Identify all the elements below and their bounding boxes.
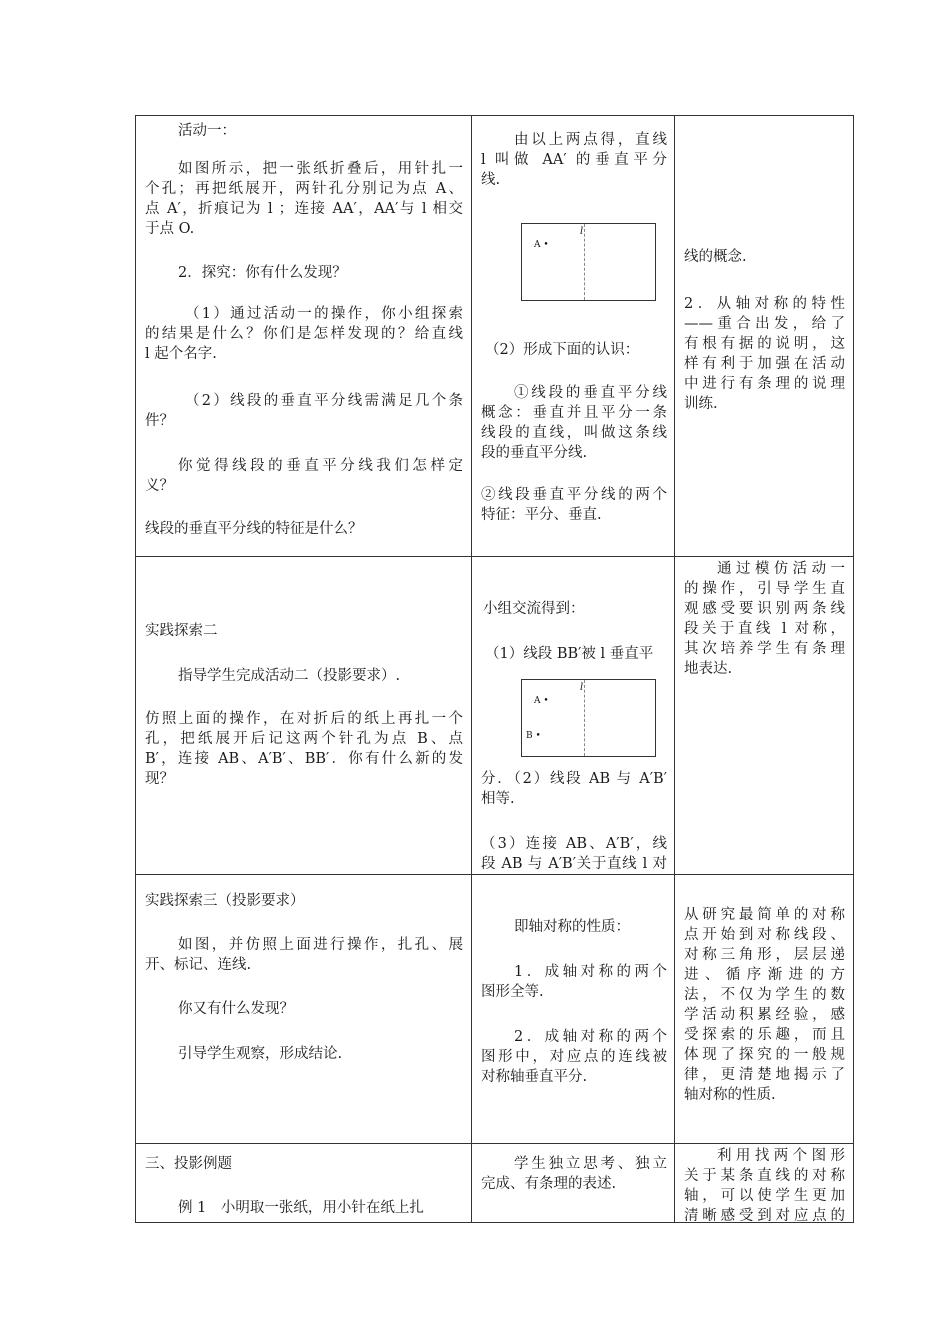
- guide-conclusion: 引导学生观察，形成结论.: [178, 1046, 343, 1062]
- question-2: （2）线段的垂直平分线需满足几个条 件？: [145, 393, 463, 429]
- explore-heading: 2．探究：你有什么发现？: [178, 265, 347, 281]
- section-title-examples: 三、投影例题: [145, 1156, 232, 1172]
- fold-line-label: l: [580, 682, 584, 693]
- question-3: 你觉得线段的垂直平分线我们怎样定 义？: [145, 458, 463, 494]
- row-divider-3: [135, 1143, 854, 1144]
- concept-text: 线的概念.: [684, 249, 747, 265]
- teaching-note: 通过模仿活动一 的操作，引导学生直 观感受要识别两条线 段关于直线 l 对称， 其次培养学生有条理 地表达.: [684, 561, 845, 677]
- point-a-label: A •: [534, 240, 549, 250]
- form-heading: （2）形成下面的认识：: [485, 342, 640, 358]
- table-border-top: [135, 115, 854, 116]
- student-activity: 学生独立思考、独立 完成、有条理的表述.: [481, 1156, 667, 1192]
- intro-text: 由以上两点得，直线 l 叫做 AA′ 的垂直平分 线.: [481, 132, 667, 188]
- section-title-practice-3: 实践探索三（投影要求）: [145, 893, 305, 909]
- practice-3-description: 如图，并仿照上面进行操作，扎孔、展 开、标记、连线.: [145, 937, 463, 973]
- activity-title: 活动一：: [178, 123, 236, 139]
- question-4: 线段的垂直平分线的特征是什么？: [145, 521, 363, 537]
- question-1: （1）通过活动一的操作，你小组探索 的结果是什么？你们是怎样发现的？给直线 l 起个名字.: [145, 306, 463, 362]
- fold-paper-figure-2: [521, 679, 656, 757]
- teaching-note: 利用找两个图形 关于某条直线的对称 轴，可以使学生更加 清晰感受到对应点的: [684, 1148, 845, 1224]
- practice-2-description: 仿照上面的操作，在对折后的纸上再扎一个 孔，把纸展开后记这两个针孔为点 B、点 B′，连接 AB、A′B′、BB′．你有什么新的发 现？: [145, 711, 463, 787]
- point-a-label: A •: [534, 696, 549, 706]
- group-result-heading: 小组交流得到：: [483, 601, 585, 617]
- result-3: （3）连接 AB、A′B′，线 段 AB 与 A′B′关于直线 l 对: [481, 836, 667, 872]
- column-divider-2: [674, 115, 675, 1223]
- feature-text: ②线段垂直平分线的两个 特征：平分、垂直.: [481, 487, 667, 523]
- activity-description: 如图所示，把一张纸折叠后，用针扎一 个孔；再把纸展开，两针孔分别记为点 A、 点 A′，折痕记为 l ；连接 AA′，AA′与 l 相交 于点 O.: [145, 161, 463, 237]
- fold-paper-figure-1: [521, 223, 656, 301]
- teaching-note: 2．从轴对称的特性 ——重合出发，给了 有根有据的说明，这 样有利于加强在活动 中进行有条理的说理 训练.: [684, 296, 845, 412]
- row-divider-1: [135, 556, 854, 557]
- teaching-note: 从研究最简单的对称 点开始到对称线段、 对称三角形，层层递 进、循序渐进的方 法，不仅为学生的数 学活动积累经验，感 受探索的乐趣，而且 体现了探究的一般规 律，更清楚地揭示了 轴对称的性质.: [684, 907, 845, 1103]
- definition-text: ①线段的垂直平分线 概念：垂直并且平分一条 线段的直线，叫做这条线 段的垂直平分线.: [481, 385, 667, 461]
- point-b-label: B •: [526, 731, 541, 741]
- section-title-practice-2: 实践探索二: [145, 623, 218, 639]
- table-border-left: [135, 115, 136, 1223]
- property-2: 2．成轴对称的两个 图形中，对应点的连线被 对称轴垂直平分.: [481, 1029, 667, 1085]
- table-border-right: [853, 115, 854, 1223]
- property-1: 1．成轴对称的两个 图形全等.: [481, 964, 667, 1000]
- fold-line-label: l: [580, 226, 584, 237]
- column-divider-1: [471, 115, 472, 1223]
- property-heading: 即轴对称的性质：: [514, 919, 630, 935]
- result-1: （1）线段 BB′被 l 垂直平: [485, 646, 654, 662]
- example-1: 例 1 小明取一张纸，用小针在纸上扎: [178, 1200, 424, 1216]
- result-2: 分．（2）线段 AB 与 A′B′ 相等.: [481, 771, 667, 807]
- row-divider-2: [135, 874, 854, 875]
- guide-text: 指导学生完成活动二（投影要求）.: [178, 668, 401, 684]
- question-discovery: 你又有什么发现？: [178, 1001, 294, 1017]
